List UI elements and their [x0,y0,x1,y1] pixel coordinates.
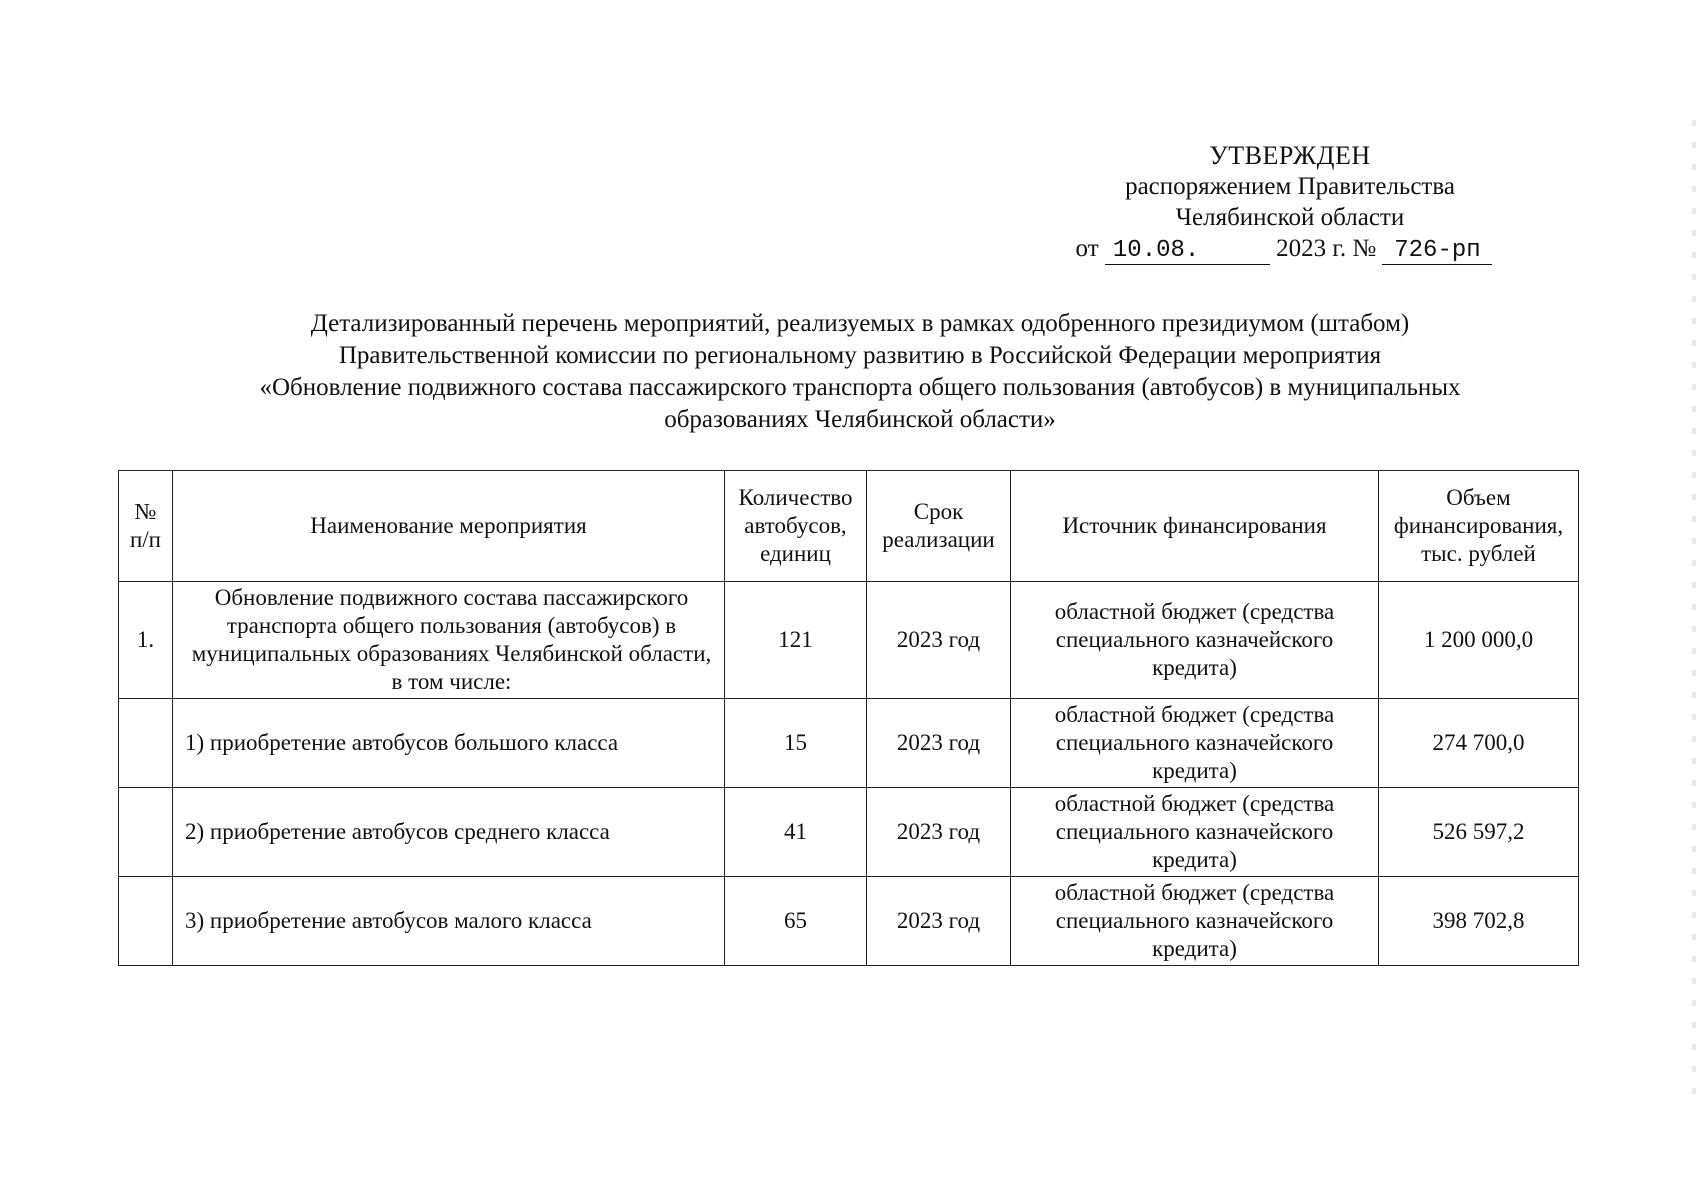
row-source: областной бюджет (средства специального казначейского кредита) [1011,788,1379,877]
measures-table [118,470,1579,966]
row-num [119,877,173,966]
row-num [119,699,173,788]
row-name: 2) приобретение автобусов среднего класса [173,788,725,877]
approval-date-line [1068,233,1500,265]
approval-number-field: 726-рп [1382,238,1492,265]
document-title-line-1: Детализированный перечень мероприятий, реализуемых в рамках одобренного президиумом (штабом) [310,310,1410,337]
date-prefix: от [1075,235,1099,262]
table-row [119,582,1579,699]
row-amount: 1 200 000,0 [1379,582,1579,699]
header-amount: Объем финансирования, тыс. рублей [1379,471,1579,582]
row-source: областной бюджет (средства специального казначейского кредита) [1011,699,1379,788]
row-name: 1) приобретение автобусов большого класса [173,699,725,788]
row-term: 2023 год [867,699,1011,788]
table-row [119,877,1579,966]
row-amount: 274 700,0 [1379,699,1579,788]
approval-date-field: 10.08. [1105,238,1270,265]
row-amount: 526 597,2 [1379,788,1579,877]
table-row [119,788,1579,877]
row-count: 41 [725,788,867,877]
row-count: 121 [725,582,867,699]
header-name: Наименование мероприятия [173,471,725,582]
row-count: 15 [725,699,867,788]
row-amount: 398 702,8 [1379,877,1579,966]
document-title [130,308,1590,436]
approval-block [1075,140,1500,265]
header-num: № п/п [119,471,173,582]
row-term: 2023 год [867,877,1011,966]
row-count: 65 [725,877,867,966]
header-source: Источник финансирования [1011,471,1379,582]
row-name: Обновление подвижного состава пассажирского транспорта общего пользования (автобусов) в муниципальных образованиях Челябинской области, в том числе: [173,582,725,699]
approval-line-region: Челябинской области [1175,204,1405,231]
row-name: 3) приобретение автобусов малого класса [173,877,725,966]
table-row [119,699,1579,788]
scan-edge-artifact [1692,120,1696,1100]
row-term: 2023 год [867,582,1011,699]
document-title-line-3: «Обновление подвижного состава пассажирского транспорта общего пользования (автобусов) в муниципальных [259,374,1461,401]
year-text: 2023 г. № [1276,235,1377,262]
row-num [119,788,173,877]
header-count: Количество автобусов, единиц [725,471,867,582]
row-term: 2023 год [867,788,1011,877]
approval-line-government: распоряжением Правительства [1125,173,1455,200]
header-term: Срок реализации [867,471,1011,582]
table-header-row [119,471,1579,582]
row-num: 1. [119,582,173,699]
document-title-line-2: Правительственной комиссии по региональному развитию в Российской Федерации мероприятия [338,342,1382,369]
row-source: областной бюджет (средства специального казначейского кредита) [1011,877,1379,966]
approval-title: УТВЕРЖДЕН [1209,141,1371,170]
row-source: областной бюджет (средства специального казначейского кредита) [1011,582,1379,699]
document-title-line-4: образованиях Челябинской области» [664,406,1056,433]
